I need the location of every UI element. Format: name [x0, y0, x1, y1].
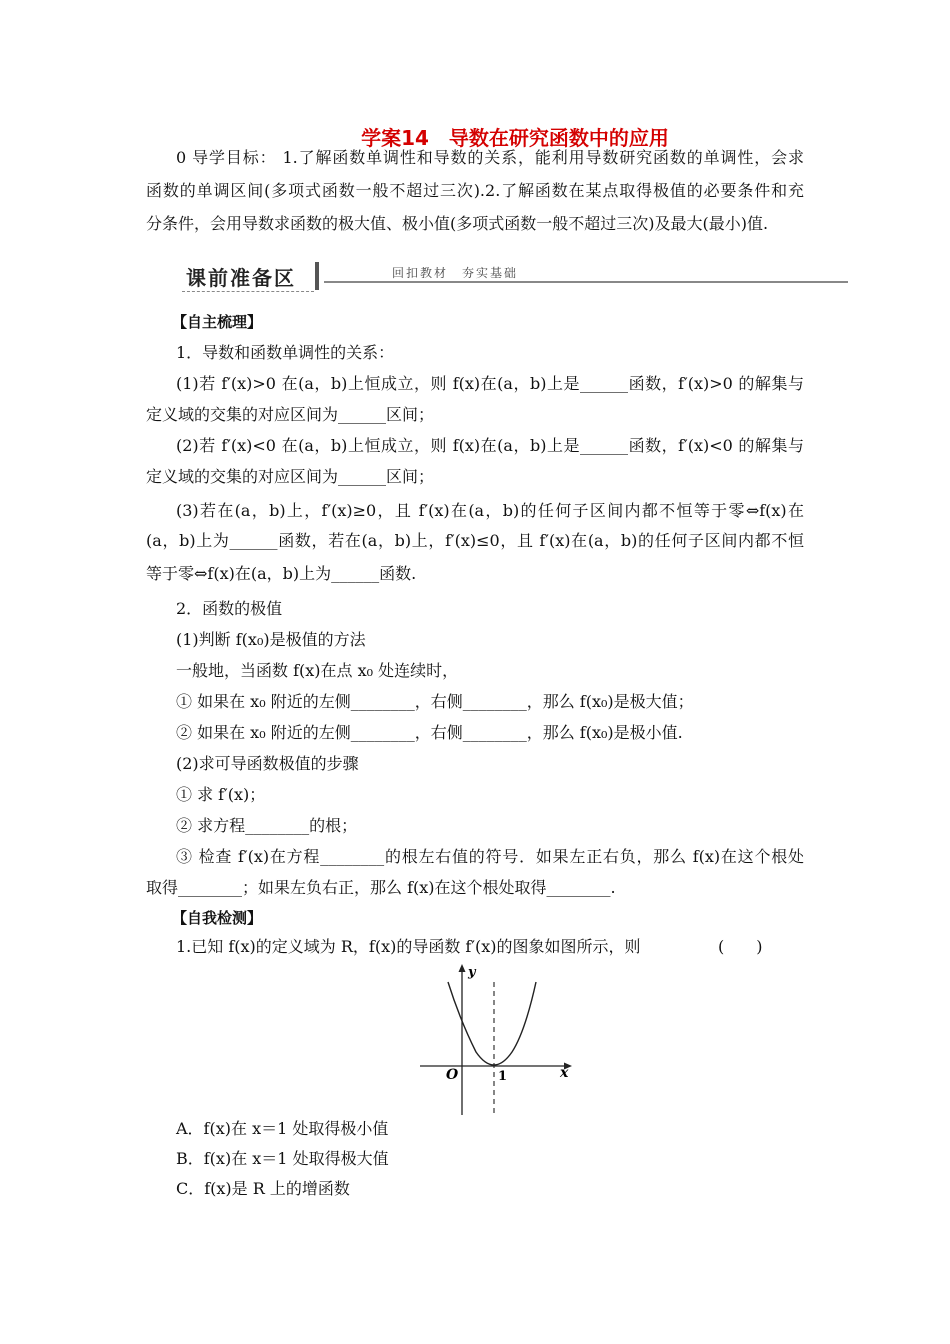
section-label: 课前准备区	[186, 266, 296, 290]
review-line: 2．函数的极值	[176, 599, 283, 618]
y-axis-label: y	[468, 965, 476, 980]
review-line: 定义域的交集的对应区间为______区间；	[146, 467, 435, 486]
option-b: B．f(x)在 x＝1 处取得极大值	[176, 1149, 389, 1168]
review-line: (3)若在(a，b)上，f′(x)≥0，且 f′(x)在(a，b)的任何子区间内都不恒等于零⇔f(x)在	[176, 501, 804, 520]
origin-label: O	[446, 1067, 459, 1083]
answer-bracket: ( )	[718, 937, 763, 956]
option-a: A．f(x)在 x＝1 处取得极小值	[176, 1119, 389, 1138]
review-line: ② 如果在 x₀ 附近的左侧________，右侧________，那么 f(x₀)是极小值.	[176, 723, 683, 742]
review-line: 定义域的交集的对应区间为______区间；	[146, 405, 435, 424]
self-check-heading: 【自我检测】	[172, 909, 263, 927]
review-line: ① 求 f′(x)；	[176, 785, 266, 804]
review-line: 1．导数和函数单调性的关系：	[176, 343, 395, 362]
review-line: 取得________；如果左负右正，那么 f(x)在这个根处取得________.	[146, 878, 616, 897]
objective-line-3: 分条件，会用导数求函数的极大值、极小值(多项式函数一般不超过三次)及最大(最小)值.	[146, 214, 769, 233]
review-line: (2)求可导函数极值的步骤	[176, 754, 359, 773]
question-1: 1.已知 f(x)的定义域为 R，f(x)的导函数 f′(x)的图象如图所示，则	[176, 937, 641, 956]
tick-label-1: 1	[498, 1069, 508, 1084]
review-line: ③ 检查 f′(x)在方程________的根左右值的符号．如果左正右负，那么 f(x)在这个根处	[176, 847, 804, 866]
x-axis-label: x	[560, 1065, 569, 1081]
review-line: ② 求方程________的根；	[176, 816, 358, 835]
derivative-curve	[448, 982, 536, 1065]
objective-line-2: 函数的单调区间(多项式函数一般不超过三次).2.了解函数在某点取得极值的必要条件和充	[146, 181, 804, 200]
review-line: (1)若 f′(x)>0 在(a，b)上恒成立，则 f(x)在(a，b)上是______函数，f′(x)>0 的解集与	[176, 374, 804, 393]
objective-line-1: 0 导学目标： 1.了解函数单调性和导数的关系，能利用导数研究函数的单调性，会求	[176, 148, 804, 167]
review-line: 一般地，当函数 f(x)在点 x₀ 处连续时，	[176, 661, 459, 680]
review-line: 等于零⇔f(x)在(a，b)上为______函数.	[146, 564, 417, 583]
review-line: (1)判断 f(x₀)是极值的方法	[176, 630, 366, 649]
section-divider-bar	[315, 262, 319, 290]
option-c: C．f(x)是 R 上的增函数	[176, 1179, 350, 1198]
page-title: 学案14 导数在研究函数中的应用	[361, 126, 669, 150]
section-subtitle: 回扣教材 夯实基础	[392, 266, 519, 280]
review-line: ① 如果在 x₀ 附近的左侧________，右侧________，那么 f(x₀)是极大值；	[176, 692, 694, 711]
y-axis-arrow	[459, 964, 466, 972]
self-review-heading: 【自主梳理】	[172, 313, 263, 331]
review-line: (a，b)上为______函数，若在(a，b)上，f′(x)≤0，且 f′(x)在(a，b)的任何子区间内都不恒	[146, 531, 804, 550]
section-rule	[324, 281, 848, 283]
section-underline	[182, 291, 314, 292]
derivative-graph	[410, 960, 590, 1120]
review-line: (2)若 f′(x)<0 在(a，b)上恒成立，则 f(x)在(a，b)上是______函数，f′(x)<0 的解集与	[176, 436, 804, 455]
